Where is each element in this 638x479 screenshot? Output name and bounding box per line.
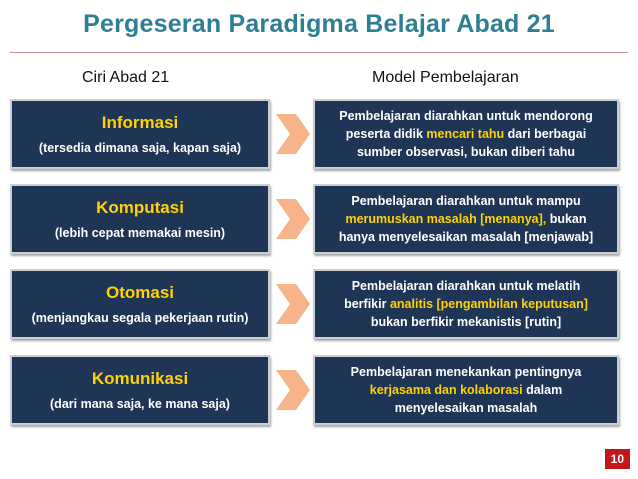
learning-model-box xyxy=(313,269,619,339)
text-segment: bukan berfikir mekanistis [rutin] xyxy=(370,315,562,329)
slide-title: Pergeseran Paradigma Belajar Abad 21 xyxy=(83,10,555,38)
text-segment: menyelesaikan masalah xyxy=(394,401,538,415)
text-segment: berfikir xyxy=(344,297,390,311)
characteristic-box xyxy=(10,355,270,425)
text-segment: Pembelajaran diarahkan untuk mampu xyxy=(351,194,581,208)
right-arrow-icon xyxy=(276,114,310,154)
highlighted-phrase: mencari tahu xyxy=(426,127,505,141)
highlighted-phrase: kerjasama dan kolaborasi xyxy=(369,383,523,397)
characteristic-name: Komunikasi xyxy=(91,369,189,388)
learning-model-box xyxy=(313,355,619,425)
characteristic-box xyxy=(10,99,270,169)
text-segment: dari berbagai xyxy=(504,127,587,141)
page-number-badge: 10 xyxy=(605,449,630,469)
text-segment: Pembelajaran diarahkan untuk mendorong xyxy=(339,109,593,123)
characteristic-description: (lebih cepat memakai mesin) xyxy=(54,226,226,240)
highlighted-phrase: analitis [pengambilan keputusan] xyxy=(389,297,588,311)
learning-model-text xyxy=(351,363,582,417)
highlighted-phrase: merumuskan masalah [menanya], xyxy=(345,212,547,226)
text-segment: peserta didik xyxy=(345,127,427,141)
learning-model-text xyxy=(344,277,588,331)
characteristic-box xyxy=(10,269,270,339)
column-heading-right: Model Pembelajaran xyxy=(372,69,519,86)
characteristic-name: Komputasi xyxy=(96,198,184,217)
right-arrow-icon xyxy=(276,370,310,410)
right-arrow-icon xyxy=(276,284,310,324)
learning-model-box xyxy=(313,99,619,169)
characteristic-name: Informasi xyxy=(101,113,179,132)
learning-model-text xyxy=(339,192,593,246)
text-segment: Pembelajaran menekankan pentingnya xyxy=(350,365,582,379)
column-heading-left: Ciri Abad 21 xyxy=(82,69,170,86)
characteristic-description: (menjangkau segala pekerjaan rutin) xyxy=(31,311,249,325)
text-segment: dalam xyxy=(522,383,563,397)
text-segment: bukan xyxy=(546,212,587,226)
characteristic-name: Otomasi xyxy=(105,283,175,302)
right-arrow-icon xyxy=(276,199,310,239)
characteristic-description: (tersedia dimana saja, kapan saja) xyxy=(38,141,242,155)
characteristic-description: (dari mana saja, ke mana saja) xyxy=(50,397,230,411)
text-segment: hanya menyelesaikan masalah [menjawab] xyxy=(338,230,594,244)
learning-model-text xyxy=(339,107,593,161)
learning-model-box xyxy=(313,184,619,254)
characteristic-box xyxy=(10,184,270,254)
text-segment: Pembelajaran diarahkan untuk melatih xyxy=(351,279,581,293)
text-segment: sumber observasi, bukan diberi tahu xyxy=(356,145,576,159)
title-divider xyxy=(10,52,628,53)
